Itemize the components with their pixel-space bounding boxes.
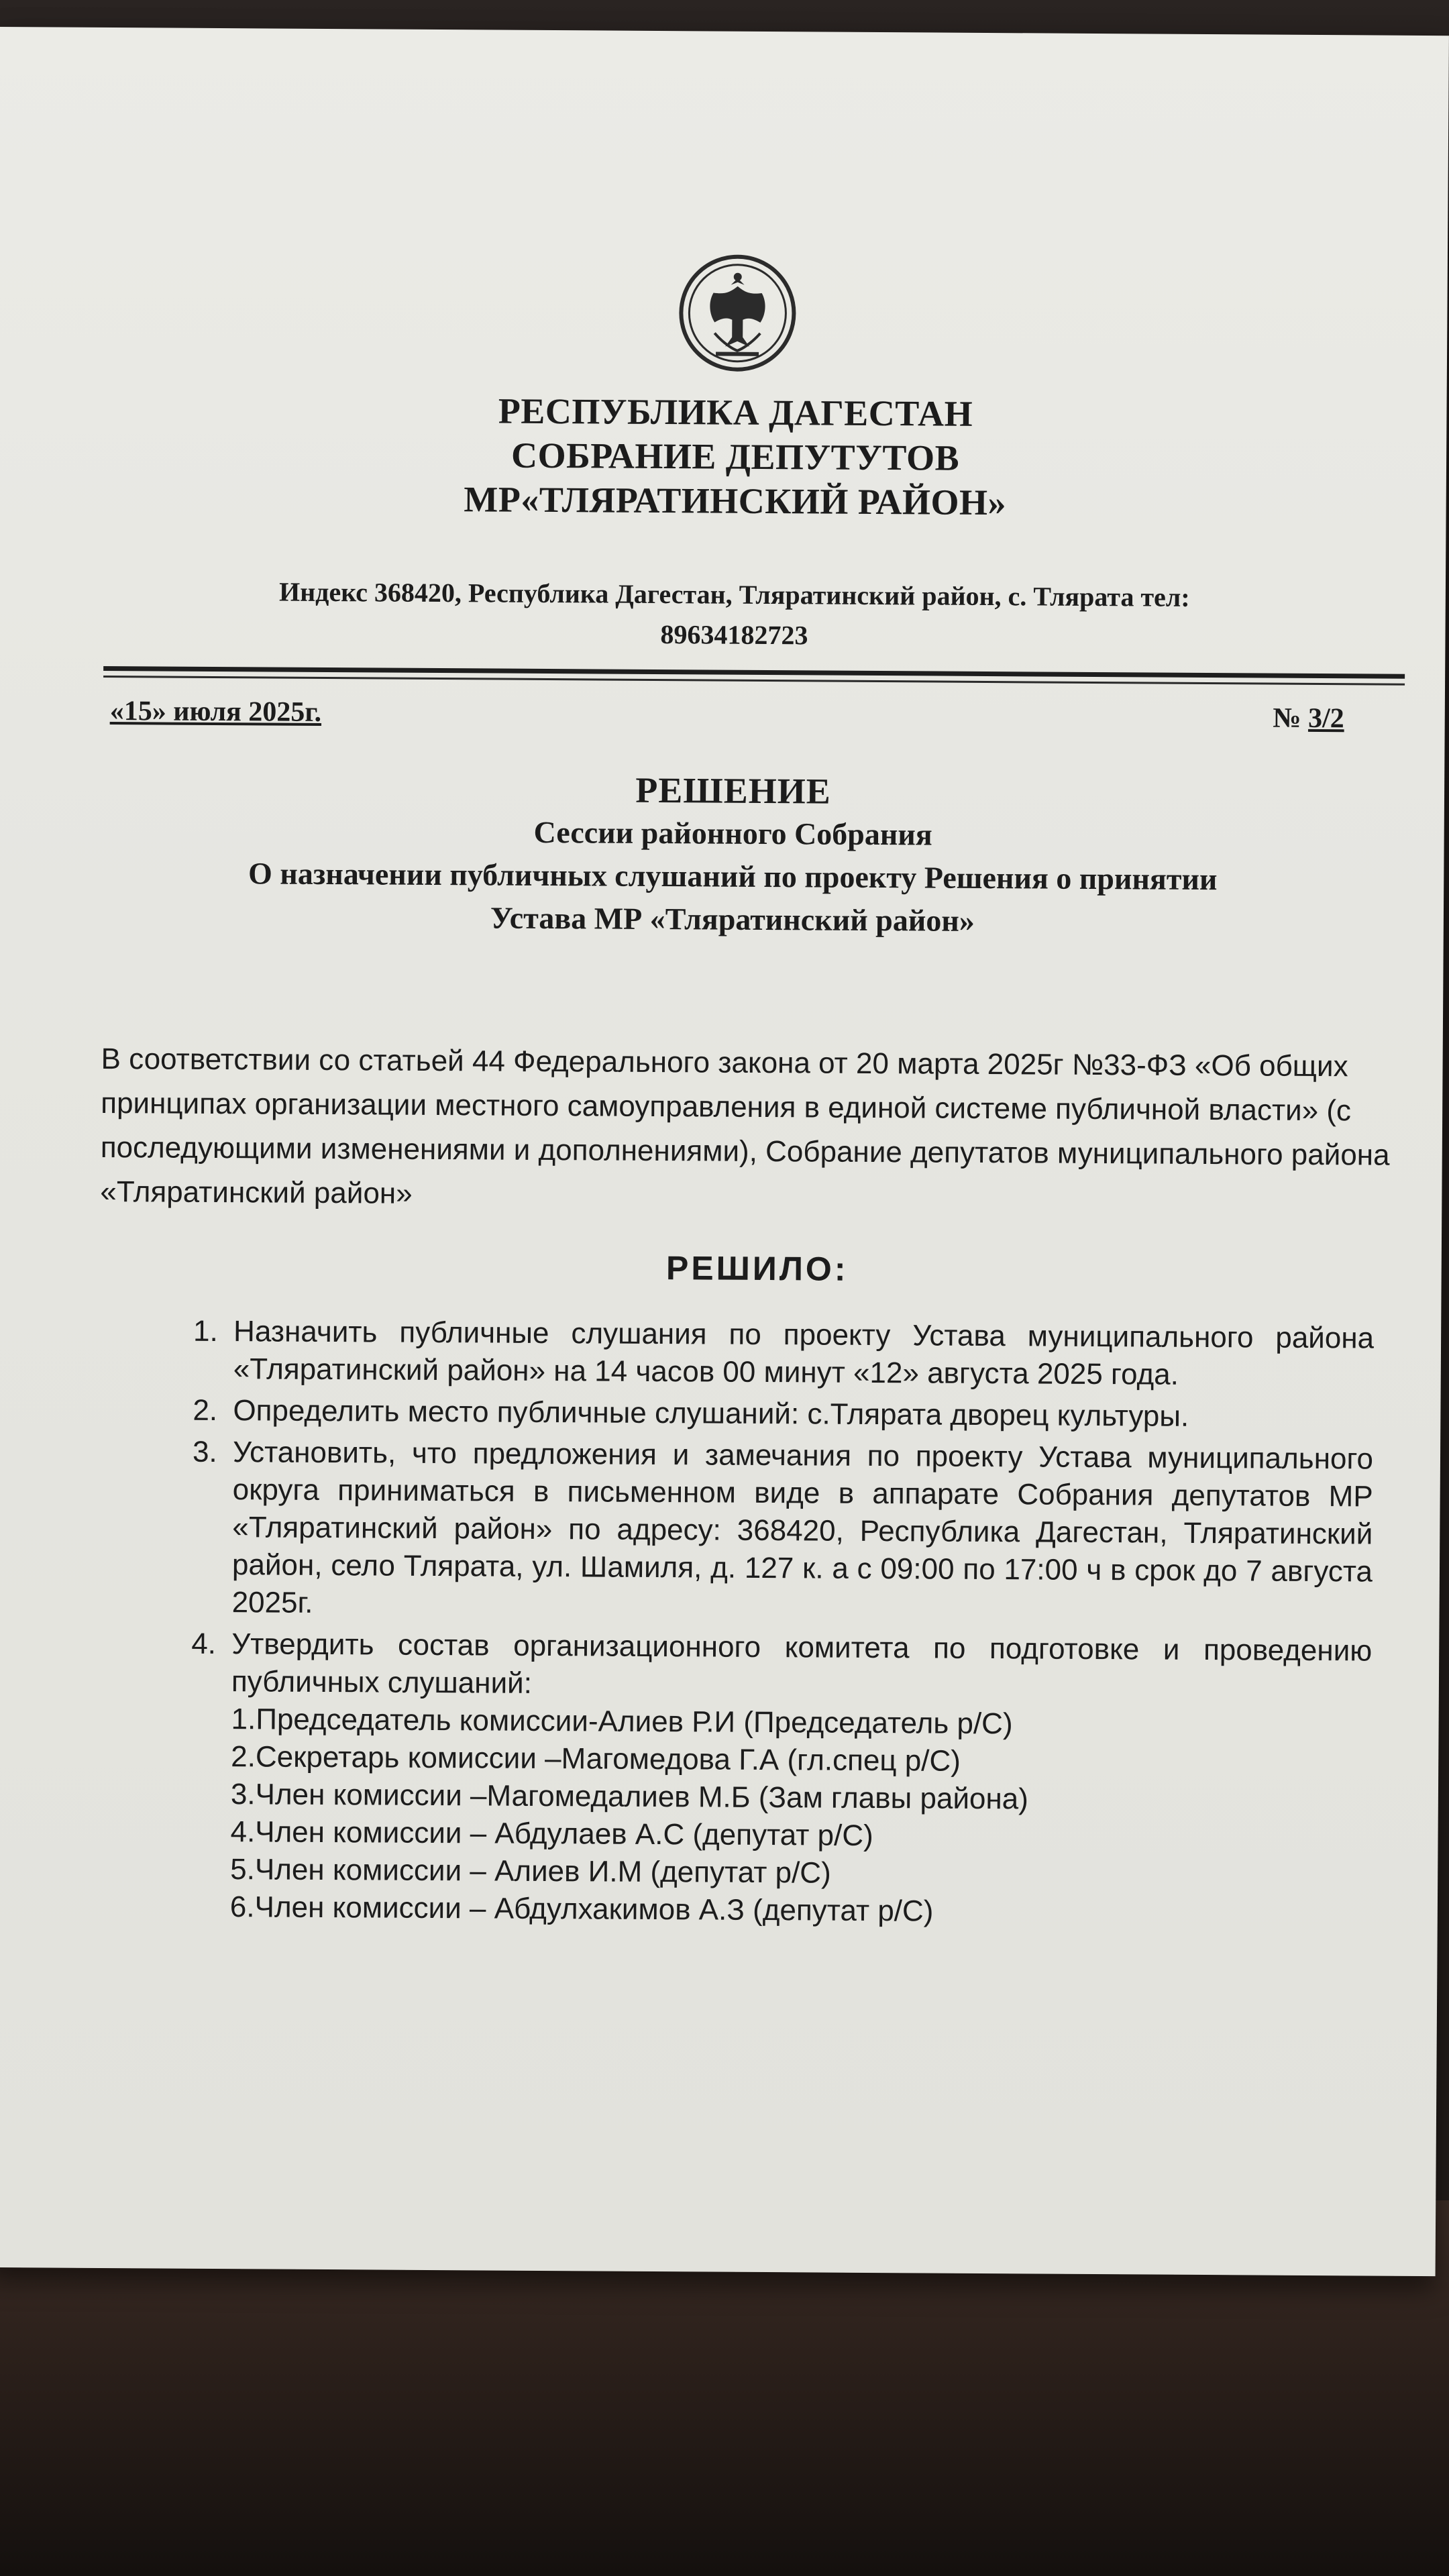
list-item xyxy=(193,1392,1373,1437)
item-text: Утвердить состав организационного комитета по подготовке и проведению публичных слушаний: xyxy=(231,1627,1373,1700)
title-session: Сессии районного Собрания xyxy=(533,814,932,852)
resolution-items xyxy=(190,1313,1375,1937)
item-marker: 2. xyxy=(193,1393,218,1428)
address-line: Индекс 368420, Республика Дагестан, Тляратинский район, с. Тлярата тел: xyxy=(278,576,1190,612)
document-date: «15» июля 2025г. xyxy=(109,696,322,728)
list-item xyxy=(190,1625,1373,1933)
header-republic: РЕСПУБЛИКА ДАГЕСТАН xyxy=(498,390,973,434)
item-marker: 1. xyxy=(193,1314,218,1348)
preamble-paragraph: В соответствии со статьей 44 Федерального закона от 20 марта 2025г №33-ФЗ «Об общих принципах организации местного самоуправления в единой системе публичной власти» (с последующими изменениями и дополнениями), Собрание депутатов муниципального района «Тляратинский район» xyxy=(100,1042,1390,1210)
title-subject: О назначении публичных слушаний по проекту Решения о принятии xyxy=(248,856,1218,897)
committee-member: 5.Член комиссии – Алиев И.М (депутат р/С) xyxy=(230,1853,831,1890)
number-value: 3/2 xyxy=(1307,702,1344,735)
dagestan-emblem-icon xyxy=(677,252,798,374)
document-title xyxy=(129,765,1338,945)
resolved-heading: РЕШИЛО: xyxy=(665,1249,849,1288)
committee-member: 1.Председатель комиссии-Алиев Р.И (Председатель р/С) xyxy=(231,1703,1013,1741)
committee-list xyxy=(230,1701,1372,1933)
number-prefix: № xyxy=(1273,702,1309,734)
title-main: РЕШЕНИЕ xyxy=(635,769,831,812)
document-number xyxy=(1273,702,1344,735)
phone-line: 89634182723 xyxy=(660,619,808,651)
committee-member: 2.Секретарь комиссии –Магомедова Г.А (гл.спец р/С) xyxy=(231,1740,961,1778)
item-text: Установить, что предложения и замечания по проекту Устава муниципального округа приниматься в письменном виде в аппарате Собрания депутатов МР «Тляратинский район» по адресу: 368420, Республика Дагестан, Тляратинский район, село Тлярата, ул. Шамиля, д. 127 к. а с 09:00 по 17:00 ч в срок до 7 августа 2025г. xyxy=(231,1436,1374,1619)
header-district: МР«ТЛЯРАТИНСКИЙ РАЙОН» xyxy=(464,479,1007,523)
header-assembly: СОБРАНИЕ ДЕПУТУТОВ xyxy=(511,435,960,478)
item-text: Назначить публичные слушания по проекту Устава муниципального района «Тляратинский район» на 14 часов 00 минут «12» августа 2025 года. xyxy=(233,1315,1375,1391)
list-item xyxy=(193,1313,1375,1395)
item-text: Определить место публичные слушаний: с.Тлярата дворец культуры. xyxy=(233,1394,1189,1433)
title-subject-continued: Устава МР «Тляратинский район» xyxy=(490,900,975,938)
organization-header xyxy=(373,388,1098,525)
item-marker: 3. xyxy=(192,1435,217,1469)
document-sheet xyxy=(0,27,1449,2276)
committee-member: 4.Член комиссии – Абдулаев А.С (депутат р/С) xyxy=(230,1815,873,1853)
item-marker: 4. xyxy=(191,1627,217,1661)
address-block xyxy=(130,571,1338,659)
committee-member: 3.Член комиссии –Магомедалиев М.Б (Зам главы района) xyxy=(230,1778,1029,1816)
committee-member: 6.Член комиссии – Абдулхакимов А.З (депутат р/С) xyxy=(229,1890,934,1928)
list-item xyxy=(191,1434,1373,1629)
